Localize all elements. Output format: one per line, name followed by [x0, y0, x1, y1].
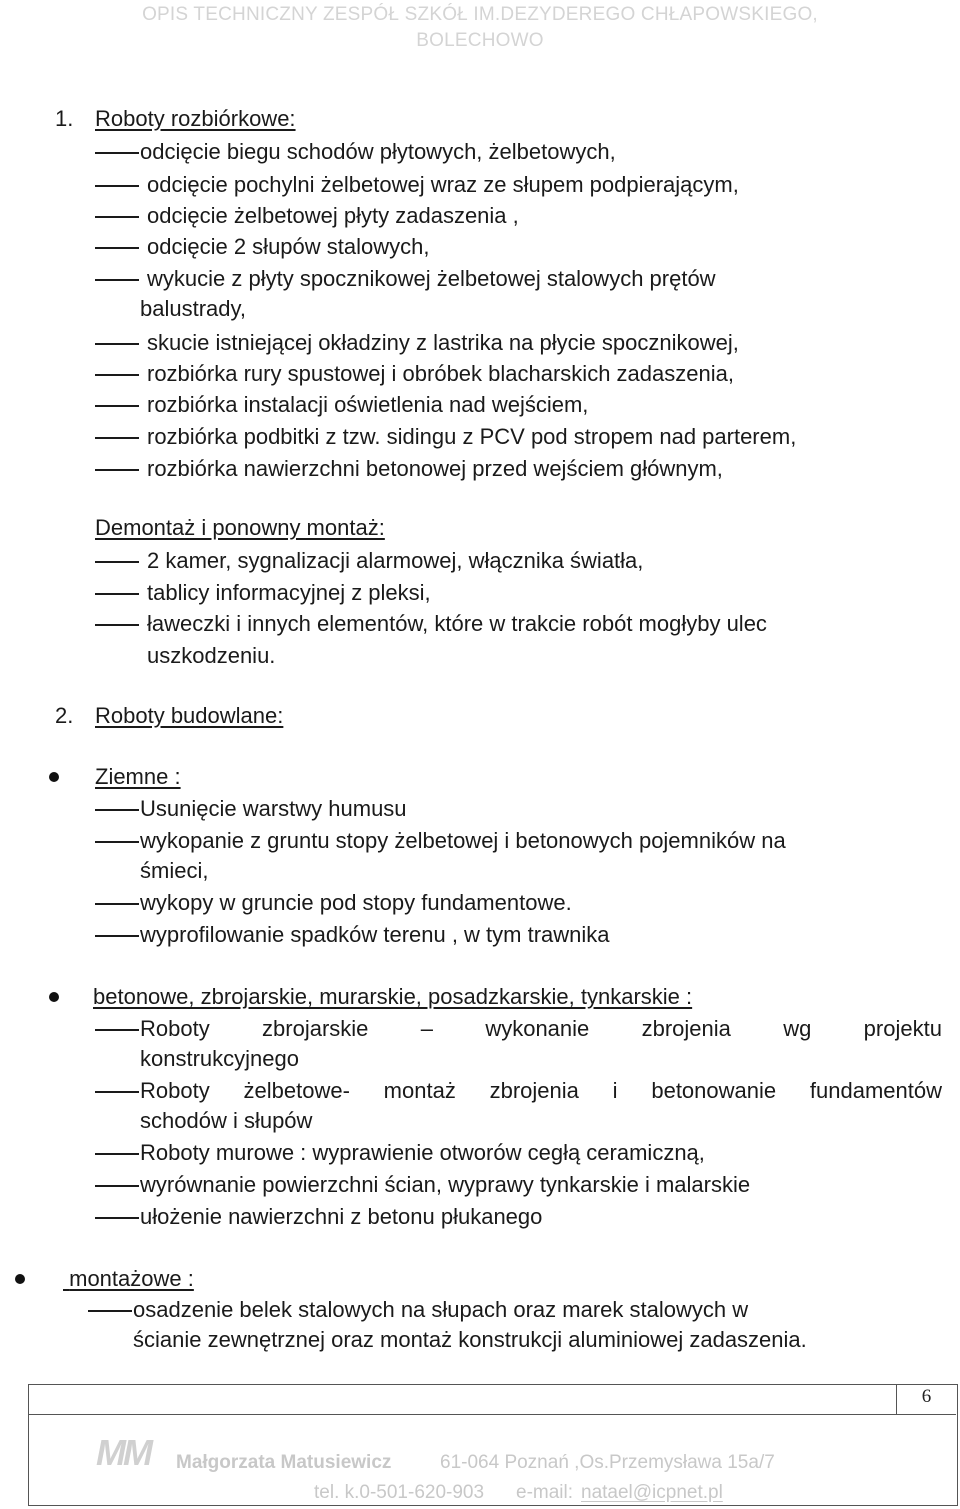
footer-box	[28, 1384, 958, 1506]
dash-icon	[95, 469, 139, 471]
list-item-continuation: śmieci,	[140, 858, 209, 883]
dash-icon	[95, 809, 139, 811]
dash-icon	[95, 343, 139, 345]
word: wg	[783, 1016, 812, 1041]
list-item: odcięcie 2 słupów stalowych,	[147, 234, 430, 259]
dash-icon	[95, 561, 139, 563]
dash-icon	[95, 1185, 139, 1187]
footer-author	[176, 1452, 391, 1474]
dash-icon	[95, 247, 139, 249]
dash-icon	[95, 1153, 139, 1155]
dash-icon	[95, 437, 139, 439]
subsection-title: Demontaż i ponowny montaż:	[95, 515, 385, 540]
word: i	[612, 1078, 618, 1103]
list-item: 2 kamer, sygnalizacji alarmowej, włącznika światła,	[147, 548, 644, 573]
list-item: skucie istniejącej okładziny z lastrika na płycie spocznikowej,	[147, 330, 739, 355]
header-line-2: BOLECHOWO	[416, 30, 544, 51]
word: żelbetowe-	[243, 1078, 350, 1103]
list-item: wykucie z płyty spocznikowej żelbetowej stalowych prętów	[147, 266, 716, 291]
list-item: Roboty murowe : wyprawienie otworów cegłą ceramiczną,	[140, 1140, 705, 1165]
word: montaż	[383, 1078, 456, 1103]
page-number: 6	[921, 1386, 932, 1407]
bullet-icon	[15, 1274, 25, 1284]
word: Roboty	[140, 1078, 210, 1103]
section-2-number: 2.	[55, 703, 74, 728]
section-1-title: Roboty rozbiórkowe:	[95, 106, 296, 131]
word: zbrojarskie	[262, 1016, 369, 1041]
dash-icon	[95, 935, 139, 937]
footer-email-link[interactable]: natael@icpnet.pl	[581, 1482, 723, 1503]
list-item: Usunięcie warstwy humusu	[140, 796, 407, 821]
list-item-continuation: konstrukcyjnego	[140, 1046, 299, 1071]
mm-logo-icon: MM	[96, 1432, 150, 1473]
footer-address: 61-064 Poznań ,Os.Przemysława 15a/7	[440, 1452, 775, 1473]
ziemne-title: Ziemne :	[95, 764, 181, 789]
word: wykonanie	[485, 1016, 590, 1041]
list-item: odcięcie żelbetowej płyty zadaszenia ,	[147, 203, 519, 228]
bullet-icon	[49, 772, 59, 782]
list-item-justified	[140, 1016, 942, 1042]
footer-divider	[28, 1414, 956, 1415]
list-item: wyrównanie powierzchni ścian, wyprawy tynkarskie i malarskie	[140, 1172, 751, 1197]
section-1-number: 1.	[55, 106, 74, 131]
list-item: tablicy informacyjnej z pleksi,	[147, 580, 431, 605]
list-item: osadzenie belek stalowych na słupach oraz marek stalowych w	[133, 1297, 749, 1322]
bullet-icon	[49, 992, 59, 1002]
dash-icon	[95, 1091, 139, 1093]
dash-icon	[95, 1217, 139, 1219]
word: zbrojenia	[489, 1078, 579, 1103]
dash-icon	[95, 1029, 139, 1031]
montazowe-title-text: montażowe :	[69, 1266, 194, 1291]
word: zbrojenia	[641, 1016, 731, 1041]
montazowe-title	[63, 1266, 194, 1292]
list-item: rozbiórka podbitki z tzw. sidingu z PCV pod stropem nad parterem,	[147, 424, 797, 449]
word: fundamentów	[809, 1078, 942, 1103]
list-item: wykopanie z gruntu stopy żelbetowej i betonowych pojemników na	[140, 828, 786, 853]
dash-icon	[95, 374, 139, 376]
header-line-1: OPIS TECHNICZNY ZESPÓŁ SZKÓŁ IM.DEZYDEREGO CHŁAPOWSKIEGO,	[142, 4, 818, 25]
list-item: rozbiórka instalacji oświetlenia nad wejściem,	[147, 392, 589, 417]
list-item: rozbiórka rury spustowej i obróbek blacharskich zadaszenia,	[147, 361, 734, 386]
dash-icon	[88, 1310, 132, 1312]
dash-icon	[95, 593, 139, 595]
footer-email-label: e-mail:	[516, 1482, 574, 1503]
list-item-continuation: balustrady,	[140, 296, 246, 321]
list-item: rozbiórka nawierzchni betonowej przed wejściem głównym,	[147, 456, 723, 481]
dash-icon	[95, 841, 139, 843]
list-item: wykopy w gruncie pod stopy fundamentowe.	[140, 890, 572, 915]
list-item: ułożenie nawierzchni z betonu płukanego	[140, 1204, 543, 1229]
dash-icon	[95, 624, 139, 626]
dash-icon	[95, 405, 139, 407]
dash-icon	[95, 279, 139, 281]
footer-phone: tel. k.0-501-620-903	[314, 1482, 485, 1503]
word: Roboty	[140, 1016, 210, 1041]
dash-icon	[95, 216, 139, 218]
list-item: odcięcie biegu schodów płytowych, żelbetowych,	[140, 139, 616, 164]
word: –	[420, 1016, 433, 1041]
dash-icon	[95, 152, 139, 154]
list-item: wyprofilowanie spadków terenu , w tym trawnika	[140, 922, 610, 947]
section-2-title: Roboty budowlane:	[95, 703, 284, 728]
list-item: odcięcie pochylni żelbetowej wraz ze słupem podpierającym,	[147, 172, 739, 197]
list-item-continuation: ścianie zewnętrznej oraz montaż konstrukcji aluminiowej zadaszenia.	[133, 1327, 807, 1352]
word: betonowanie	[651, 1078, 777, 1103]
dash-icon	[95, 903, 139, 905]
list-item-continuation: uszkodzeniu.	[147, 643, 276, 668]
list-item: ławeczki i innych elementów, które w trakcie robót mogłyby ulec	[147, 611, 767, 636]
list-item-justified	[140, 1078, 942, 1104]
word: projektu	[863, 1016, 942, 1041]
betonowe-title: betonowe, zbrojarskie, murarskie, posadzkarskie, tynkarskie :	[93, 984, 693, 1009]
list-item-continuation: schodów i słupów	[140, 1108, 313, 1133]
author-name: Małgorzata Matusiewicz	[176, 1452, 392, 1473]
dash-icon	[95, 185, 139, 187]
